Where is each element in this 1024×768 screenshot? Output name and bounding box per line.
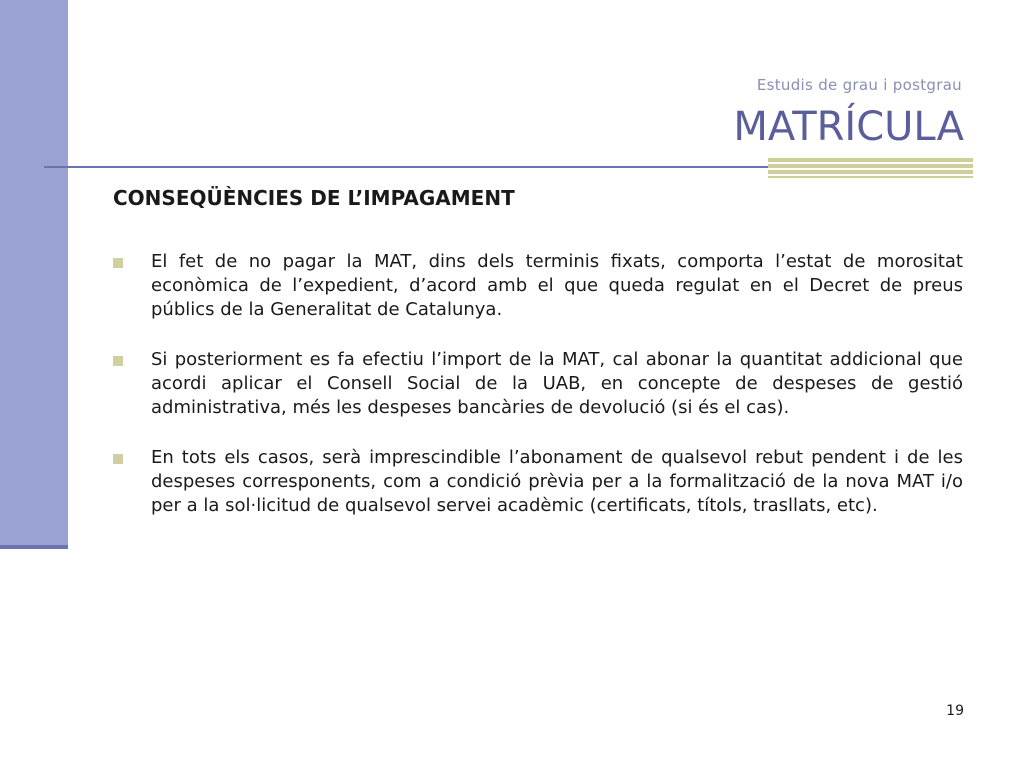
- square-bullet-icon: [113, 454, 123, 464]
- section-heading: CONSEQÜÈNCIES DE L’IMPAGAMENT: [113, 186, 515, 210]
- left-bar-shadow: [0, 545, 68, 549]
- bullet-text: Si posteriorment es fa efectiu l’import de la MAT, cal abonar la quantitat addicional que acordi aplicar el Consell Social de la UAB, en concepte de despeses de gestió administrativa, més les despeses bancàries de devolució (si és el cas).: [151, 349, 963, 418]
- header-divider: [44, 166, 774, 168]
- list-item: [113, 348, 963, 420]
- header-subtitle: Estudis de grau i postgrau: [756, 76, 962, 94]
- bullet-text: El fet de no pagar la MAT, dins dels terminis fixats, comporta l’estat de morositat econòmica de l’expedient, d’acord amb el que queda regulat en el Decret de preus públics de la Generalitat de Catalunya.: [151, 251, 963, 320]
- header-accent-stripes: [768, 158, 973, 178]
- left-decorative-bar: [0, 0, 68, 545]
- slide-title: MATRÍCULA: [733, 104, 964, 150]
- square-bullet-icon: [113, 356, 123, 366]
- bullet-list: [113, 250, 963, 544]
- list-item: [113, 446, 963, 518]
- square-bullet-icon: [113, 258, 123, 268]
- bullet-text: En tots els casos, serà imprescindible l’abonament de qualsevol rebut pendent i de les despeses corresponents, com a condició prèvia per a la formalització de la nova MAT i/o per a la sol·licitud de qualsevol servei acadèmic (certificats, títols, trasllats, etc).: [151, 447, 963, 516]
- slide-number: 19: [946, 703, 964, 719]
- list-item: [113, 250, 963, 322]
